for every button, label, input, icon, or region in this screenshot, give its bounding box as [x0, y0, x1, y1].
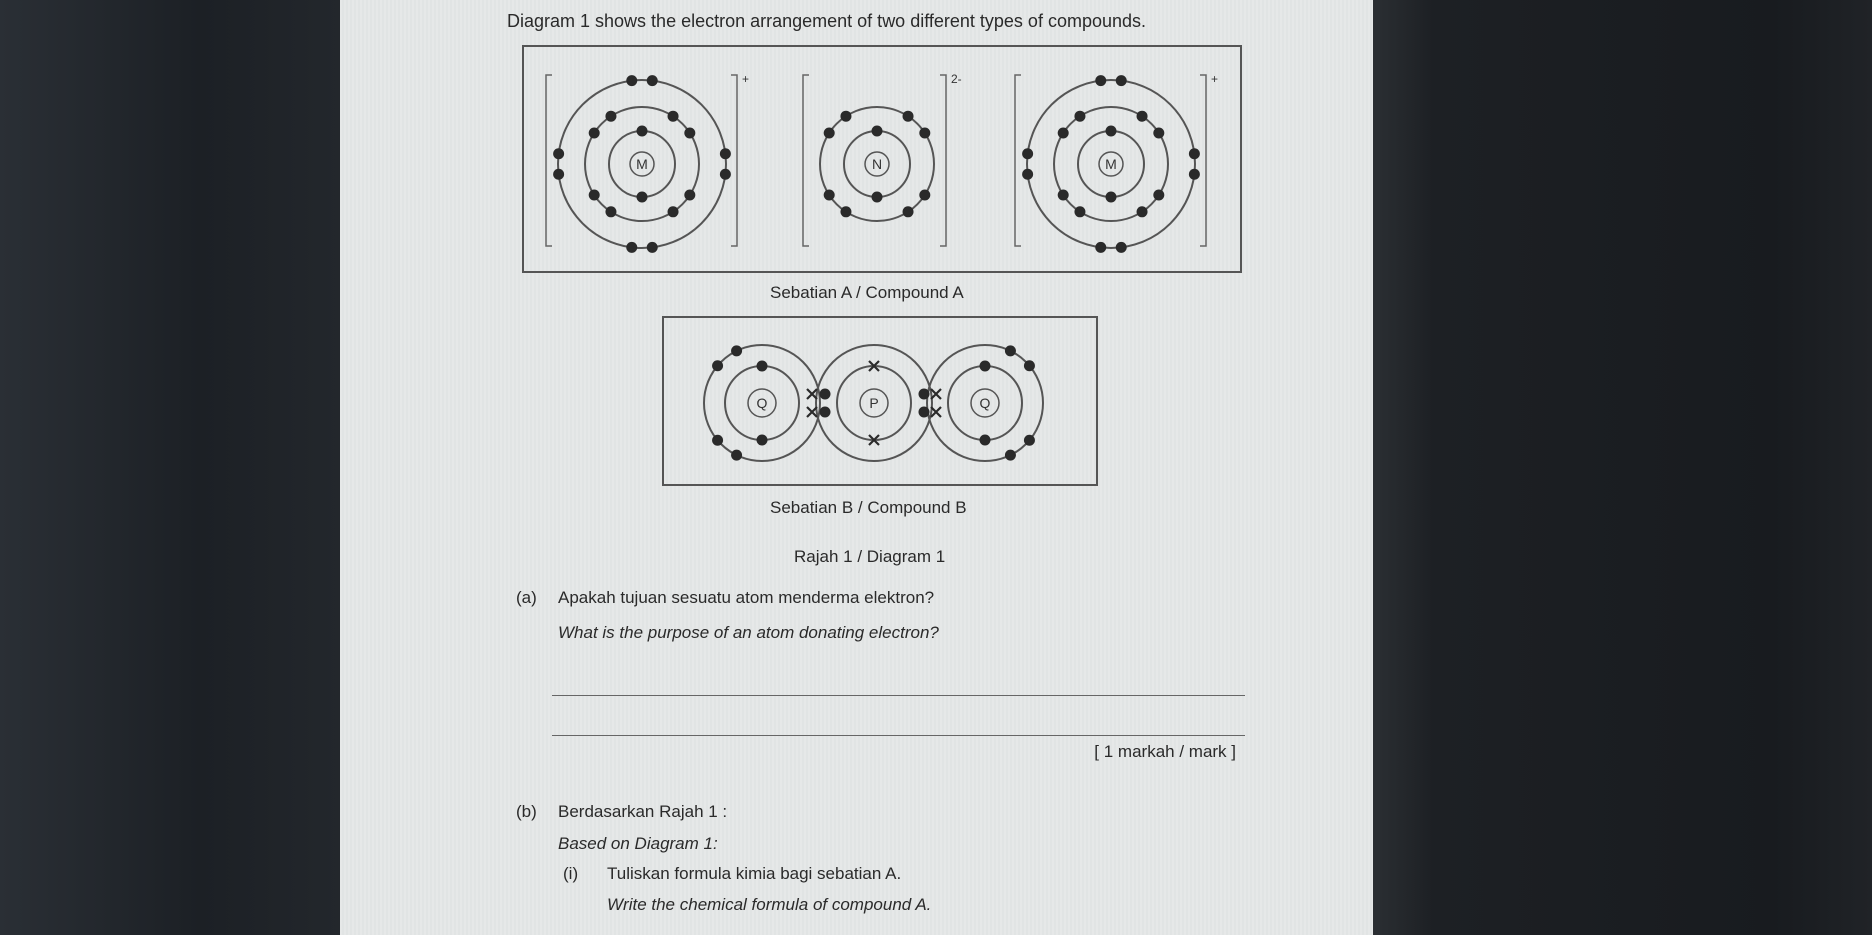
- diagram-intro: Diagram 1 shows the electron arrangement of two different types of compounds.: [507, 11, 1147, 31]
- electron-dot: [1005, 345, 1016, 356]
- question-b-text-ms: Berdasarkan Rajah 1 :: [558, 802, 728, 821]
- question-b-text-en: Based on Diagram 1:: [558, 834, 718, 853]
- electron-dot: [668, 206, 679, 217]
- compound-a-caption: Sebatian A / Compound A: [770, 283, 964, 302]
- ion-charge: 2-: [951, 72, 962, 86]
- electron-dot: [1189, 148, 1200, 159]
- electron-dot: [1116, 75, 1127, 86]
- nucleus-label: Q: [979, 395, 991, 411]
- electron-dot: [647, 75, 658, 86]
- electron-cross: [807, 407, 817, 417]
- nucleus-label: P: [869, 395, 879, 411]
- nucleus-label: M: [1105, 156, 1117, 172]
- electron-dot: [1153, 190, 1164, 201]
- electron-dot: [757, 361, 768, 372]
- electron-dot: [668, 111, 679, 122]
- compound-a-diagram: [522, 45, 1242, 273]
- electron-dot: [757, 435, 768, 446]
- bracket-left: [803, 75, 809, 246]
- electron-dot: [903, 111, 914, 122]
- electron-dot: [1116, 242, 1127, 253]
- electron-dot: [872, 126, 883, 137]
- electron-dot: [919, 407, 930, 418]
- electron-dot: [605, 206, 616, 217]
- electron-dot: [840, 206, 851, 217]
- ion-charge: +: [742, 72, 750, 86]
- question-b-i-text-en: Write the chemical formula of compound A.: [607, 895, 932, 914]
- electron-dot: [637, 126, 648, 137]
- nucleus-label: N: [871, 156, 883, 172]
- electron-dot: [731, 345, 742, 356]
- question-a-label: (a): [516, 588, 537, 607]
- electron-dot: [589, 127, 600, 138]
- dark-background-right: [1373, 0, 1872, 935]
- electron-dot: [637, 192, 648, 203]
- electron-dot: [1024, 435, 1035, 446]
- electron-dot: [1074, 206, 1085, 217]
- bracket-left: [546, 75, 552, 246]
- compound-a-svg: [524, 47, 1244, 275]
- electron-cross: [807, 389, 817, 399]
- electron-dot: [553, 169, 564, 180]
- electron-dot: [626, 75, 637, 86]
- electron-dot: [684, 127, 695, 138]
- electron-dot: [980, 361, 991, 372]
- electron-dot: [626, 242, 637, 253]
- electron-dot: [731, 450, 742, 461]
- electron-dot: [712, 360, 723, 371]
- electron-dot: [872, 192, 883, 203]
- electron-dot: [684, 190, 695, 201]
- electron-dot: [840, 111, 851, 122]
- compound-b-svg: [664, 318, 1100, 488]
- question-b-label: (b): [516, 802, 537, 821]
- electron-dot: [1153, 127, 1164, 138]
- bracket-right: [731, 75, 737, 246]
- question-a-marks: [ 1 markah / mark ]: [1094, 742, 1236, 761]
- electron-dot: [720, 148, 731, 159]
- question-a-text-en: What is the purpose of an atom donating electron?: [558, 623, 939, 642]
- electron-dot: [605, 111, 616, 122]
- nucleus-label: M: [636, 156, 648, 172]
- electron-dot: [589, 190, 600, 201]
- nucleus-label: Q: [756, 395, 768, 411]
- electron-dot: [919, 190, 930, 201]
- electron-dot: [919, 127, 930, 138]
- bracket-right: [940, 75, 946, 246]
- electron-dot: [1095, 242, 1106, 253]
- electron-dot: [820, 389, 831, 400]
- electron-dot: [824, 127, 835, 138]
- compound-b-diagram: [662, 316, 1098, 486]
- electron-dot: [1024, 360, 1035, 371]
- compound-b-caption: Sebatian B / Compound B: [770, 498, 967, 517]
- electron-dot: [820, 407, 831, 418]
- electron-dot: [720, 169, 731, 180]
- electron-dot: [1058, 127, 1069, 138]
- electron-dot: [824, 190, 835, 201]
- answer-line-2[interactable]: [552, 735, 1245, 736]
- electron-dot: [1137, 206, 1148, 217]
- electron-dot: [903, 206, 914, 217]
- question-b-i-label: (i): [563, 864, 579, 883]
- electron-dot: [1005, 450, 1016, 461]
- electron-dot: [712, 435, 723, 446]
- electron-dot: [1022, 148, 1033, 159]
- electron-dot: [919, 389, 930, 400]
- answer-line-1[interactable]: [552, 695, 1245, 696]
- electron-dot: [1095, 75, 1106, 86]
- diagram-caption: Rajah 1 / Diagram 1: [794, 547, 946, 566]
- electron-cross: [931, 407, 941, 417]
- bracket-right: [1200, 75, 1206, 246]
- electron-dot: [553, 148, 564, 159]
- electron-dot: [1106, 192, 1117, 203]
- electron-dot: [1074, 111, 1085, 122]
- ion-charge: +: [1211, 72, 1219, 86]
- electron-dot: [1189, 169, 1200, 180]
- question-a-text-ms: Apakah tujuan sesuatu atom menderma elektron?: [558, 588, 935, 607]
- electron-dot: [1106, 126, 1117, 137]
- electron-dot: [1058, 190, 1069, 201]
- electron-cross: [931, 389, 941, 399]
- electron-dot: [1022, 169, 1033, 180]
- electron-dot: [980, 435, 991, 446]
- question-b-i-text-ms: Tuliskan formula kimia bagi sebatian A.: [607, 864, 902, 883]
- electron-dot: [647, 242, 658, 253]
- bracket-left: [1015, 75, 1021, 246]
- electron-dot: [1137, 111, 1148, 122]
